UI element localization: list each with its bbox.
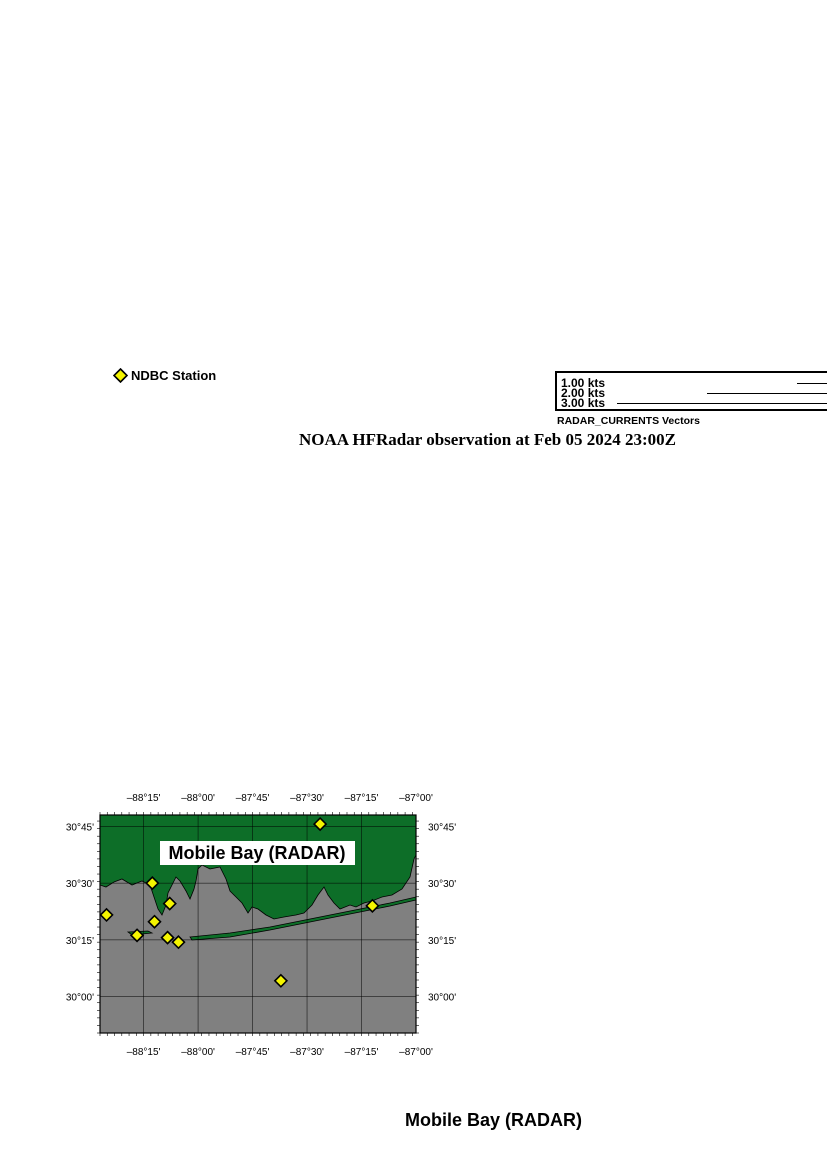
- lon-tick-label-bottom: –88°00': [181, 1047, 215, 1058]
- lon-tick-label-bottom: –87°45': [235, 1047, 270, 1058]
- lon-tick-label-top: –87°45': [235, 793, 270, 804]
- vector-scale-line-1: [797, 383, 827, 384]
- lon-tick-label-bottom: –87°15': [344, 1047, 379, 1058]
- lon-tick-label-top: –87°00': [399, 793, 433, 804]
- vector-scale-legend: [555, 371, 827, 411]
- lon-tick-label-top: –87°15': [344, 793, 379, 804]
- vector-scale-label-2: 2.00 kts: [561, 386, 606, 400]
- lon-tick-label-top: –88°15': [126, 793, 161, 804]
- vector-scale-label-3: 3.00 kts: [561, 396, 606, 410]
- map-title-box: [160, 841, 355, 865]
- lon-tick-label-top: –88°00': [181, 793, 215, 804]
- map-title: Mobile Bay (RADAR): [168, 843, 346, 863]
- lat-tick-label-right: 30°00': [428, 992, 457, 1004]
- lat-tick-label-left: 30°45': [65, 822, 94, 834]
- map[interactable]: [40, 785, 460, 1065]
- lon-tick-label-bottom: –88°15': [126, 1047, 161, 1058]
- main-title: NOAA HFRadar observation at Feb 05 2024 23:00Z: [299, 430, 676, 449]
- vector-scale-line-2: [707, 393, 827, 394]
- lat-tick-label-left: 30°00': [65, 992, 94, 1004]
- lat-tick-label-left: 30°30': [65, 879, 94, 891]
- bottom-title: Mobile Bay (RADAR): [405, 1110, 583, 1130]
- lon-tick-label-bottom: –87°00': [399, 1047, 433, 1058]
- lat-tick-label-left: 30°15': [65, 935, 94, 947]
- ndbc-station-marker-icon: [113, 368, 128, 383]
- lat-tick-label-right: 30°45': [428, 822, 457, 834]
- vector-scale-caption: RADAR_CURRENTS Vectors: [557, 415, 700, 427]
- ndbc-legend-label: NDBC Station: [131, 368, 217, 383]
- vector-scale-label-1: 1.00 kts: [561, 376, 606, 390]
- lat-tick-label-right: 30°30': [428, 879, 457, 891]
- vector-scale-line-3: [617, 403, 827, 404]
- lat-tick-label-right: 30°15': [428, 935, 457, 947]
- ndbc-legend: [113, 368, 216, 383]
- lon-tick-label-bottom: –87°30': [290, 1047, 324, 1058]
- lon-tick-label-top: –87°30': [290, 793, 324, 804]
